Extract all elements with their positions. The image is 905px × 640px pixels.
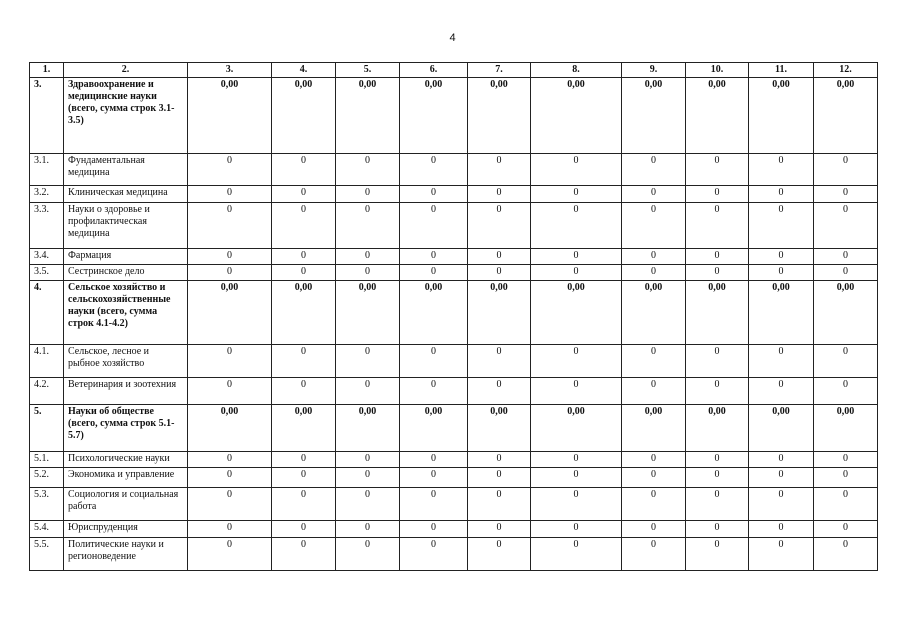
value-cell: 0: [468, 538, 531, 571]
row-code: 4.2.: [30, 378, 64, 405]
value-cell: 0: [272, 265, 336, 281]
value-cell: 0: [622, 265, 686, 281]
data-table: [29, 62, 878, 571]
table-row: [30, 538, 878, 571]
row-code: 3.3.: [30, 203, 64, 249]
value-cell: 0: [468, 186, 531, 203]
value-cell: 0: [622, 345, 686, 378]
value-cell: 0: [686, 154, 749, 186]
row-name: Юриспруденция: [64, 521, 188, 538]
value-cell: 0,00: [531, 78, 622, 154]
row-name: Сельское, лесное и рыбное хозяйство: [64, 345, 188, 378]
table-row: [30, 249, 878, 265]
value-cell: 0,00: [336, 78, 400, 154]
value-cell: 0,00: [336, 405, 400, 452]
column-header: 10.: [686, 63, 749, 78]
value-cell: 0: [336, 452, 400, 468]
row-name: Науки об обществе (всего, сумма строк 5.1-5.7): [64, 405, 188, 452]
row-name: Социология и социальная работа: [64, 488, 188, 521]
value-cell: 0,00: [468, 78, 531, 154]
value-cell: 0: [814, 452, 878, 468]
value-cell: 0: [468, 265, 531, 281]
value-cell: 0: [749, 203, 814, 249]
table-row: [30, 345, 878, 378]
column-header: 12.: [814, 63, 878, 78]
value-cell: 0: [531, 249, 622, 265]
value-cell: 0,00: [814, 405, 878, 452]
value-cell: 0: [531, 345, 622, 378]
value-cell: 0: [272, 538, 336, 571]
value-cell: 0: [188, 488, 272, 521]
value-cell: 0: [272, 345, 336, 378]
value-cell: 0: [468, 154, 531, 186]
value-cell: 0: [400, 265, 468, 281]
value-cell: 0: [531, 488, 622, 521]
value-cell: 0: [686, 488, 749, 521]
value-cell: 0: [686, 249, 749, 265]
value-cell: 0: [272, 154, 336, 186]
value-cell: 0: [531, 378, 622, 405]
value-cell: 0,00: [622, 281, 686, 345]
value-cell: 0: [336, 186, 400, 203]
value-cell: 0: [814, 249, 878, 265]
value-cell: 0: [468, 488, 531, 521]
value-cell: 0: [336, 468, 400, 488]
table-row: [30, 452, 878, 468]
value-cell: 0: [749, 265, 814, 281]
value-cell: 0: [272, 488, 336, 521]
value-cell: 0: [188, 345, 272, 378]
value-cell: 0: [686, 345, 749, 378]
page-number: 4: [449, 32, 456, 44]
value-cell: 0: [686, 538, 749, 571]
value-cell: 0,00: [686, 281, 749, 345]
value-cell: 0: [686, 468, 749, 488]
value-cell: 0: [622, 468, 686, 488]
value-cell: 0,00: [188, 405, 272, 452]
value-cell: 0: [622, 186, 686, 203]
column-header: 2.: [64, 63, 188, 78]
value-cell: 0,00: [531, 405, 622, 452]
table-row: [30, 186, 878, 203]
value-cell: 0: [749, 378, 814, 405]
row-code: 3.4.: [30, 249, 64, 265]
row-code: 3.5.: [30, 265, 64, 281]
value-cell: 0: [686, 521, 749, 538]
value-cell: 0: [400, 249, 468, 265]
value-cell: 0: [272, 186, 336, 203]
value-cell: 0: [188, 378, 272, 405]
value-cell: 0: [531, 521, 622, 538]
value-cell: 0,00: [622, 405, 686, 452]
value-cell: 0: [336, 249, 400, 265]
row-name: Экономика и управление: [64, 468, 188, 488]
value-cell: 0: [400, 378, 468, 405]
value-cell: 0: [468, 249, 531, 265]
row-name: Науки о здоровье и профилактическая медицина: [64, 203, 188, 249]
table-row: [30, 378, 878, 405]
value-cell: 0: [814, 186, 878, 203]
row-code: 3.1.: [30, 154, 64, 186]
value-cell: 0: [400, 186, 468, 203]
value-cell: 0,00: [400, 281, 468, 345]
value-cell: 0,00: [531, 281, 622, 345]
value-cell: 0: [622, 154, 686, 186]
row-code: 5.5.: [30, 538, 64, 571]
value-cell: 0: [188, 203, 272, 249]
value-cell: 0,00: [272, 405, 336, 452]
header-row: [30, 63, 878, 78]
value-cell: 0: [272, 203, 336, 249]
row-name: Сестринское дело: [64, 265, 188, 281]
value-cell: 0,00: [749, 78, 814, 154]
value-cell: 0: [272, 249, 336, 265]
value-cell: 0: [188, 521, 272, 538]
value-cell: 0,00: [272, 281, 336, 345]
value-cell: 0: [531, 538, 622, 571]
value-cell: 0: [686, 186, 749, 203]
value-cell: 0: [749, 249, 814, 265]
value-cell: 0: [468, 203, 531, 249]
value-cell: 0: [531, 154, 622, 186]
value-cell: 0: [749, 452, 814, 468]
value-cell: 0: [400, 538, 468, 571]
column-header: 8.: [531, 63, 622, 78]
value-cell: 0: [814, 521, 878, 538]
value-cell: 0,00: [814, 78, 878, 154]
value-cell: 0: [814, 265, 878, 281]
row-code: 5.4.: [30, 521, 64, 538]
value-cell: 0: [336, 378, 400, 405]
value-cell: 0: [686, 265, 749, 281]
table-row: [30, 521, 878, 538]
row-name: Сельское хозяйство и сельскохозяйственные науки (всего, сумма строк 4.1-4.2): [64, 281, 188, 345]
value-cell: 0: [686, 378, 749, 405]
table-row: [30, 78, 878, 154]
value-cell: 0: [188, 154, 272, 186]
value-cell: 0: [400, 203, 468, 249]
value-cell: 0,00: [749, 405, 814, 452]
value-cell: 0: [749, 468, 814, 488]
value-cell: 0: [686, 452, 749, 468]
value-cell: 0: [400, 468, 468, 488]
value-cell: 0: [336, 488, 400, 521]
value-cell: 0: [814, 345, 878, 378]
value-cell: 0: [272, 452, 336, 468]
value-cell: 0: [188, 186, 272, 203]
row-name: Психологические науки: [64, 452, 188, 468]
value-cell: 0: [188, 265, 272, 281]
table-body: [30, 78, 878, 571]
value-cell: 0,00: [686, 78, 749, 154]
value-cell: 0,00: [468, 281, 531, 345]
column-header: 1.: [30, 63, 64, 78]
row-name: Клиническая медицина: [64, 186, 188, 203]
value-cell: 0: [400, 154, 468, 186]
value-cell: 0: [188, 249, 272, 265]
value-cell: 0,00: [749, 281, 814, 345]
value-cell: 0,00: [272, 78, 336, 154]
value-cell: 0: [622, 378, 686, 405]
value-cell: 0: [272, 468, 336, 488]
value-cell: 0: [749, 345, 814, 378]
value-cell: 0: [622, 452, 686, 468]
value-cell: 0: [531, 468, 622, 488]
value-cell: 0: [400, 452, 468, 468]
value-cell: 0: [749, 488, 814, 521]
value-cell: 0: [468, 345, 531, 378]
row-code: 4.: [30, 281, 64, 345]
row-name: Фундаментальная медицина: [64, 154, 188, 186]
table-row: [30, 154, 878, 186]
value-cell: 0,00: [814, 281, 878, 345]
row-code: 5.: [30, 405, 64, 452]
value-cell: 0: [468, 468, 531, 488]
value-cell: 0: [336, 521, 400, 538]
value-cell: 0: [622, 249, 686, 265]
table-row: [30, 488, 878, 521]
value-cell: 0: [814, 203, 878, 249]
value-cell: 0: [531, 186, 622, 203]
row-code: 3.2.: [30, 186, 64, 203]
value-cell: 0: [188, 538, 272, 571]
value-cell: 0,00: [188, 78, 272, 154]
value-cell: 0: [400, 488, 468, 521]
row-code: 3.: [30, 78, 64, 154]
value-cell: 0: [188, 468, 272, 488]
row-code: 5.3.: [30, 488, 64, 521]
value-cell: 0: [814, 488, 878, 521]
column-header: 4.: [272, 63, 336, 78]
value-cell: 0: [749, 154, 814, 186]
value-cell: 0,00: [686, 405, 749, 452]
column-header: 9.: [622, 63, 686, 78]
value-cell: 0: [336, 154, 400, 186]
value-cell: 0: [814, 468, 878, 488]
value-cell: 0,00: [188, 281, 272, 345]
table-header: [30, 63, 878, 78]
row-name: Здравоохранение и медицинские науки (всего, сумма строк 3.1-3.5): [64, 78, 188, 154]
value-cell: 0,00: [400, 405, 468, 452]
value-cell: 0,00: [468, 405, 531, 452]
row-name: Ветеринария и зоотехния: [64, 378, 188, 405]
row-code: 5.2.: [30, 468, 64, 488]
row-code: 5.1.: [30, 452, 64, 468]
table-row: [30, 281, 878, 345]
value-cell: 0: [531, 203, 622, 249]
value-cell: 0: [468, 452, 531, 468]
table-row: [30, 405, 878, 452]
value-cell: 0: [531, 265, 622, 281]
table-row: [30, 203, 878, 249]
value-cell: 0: [749, 186, 814, 203]
value-cell: 0,00: [622, 78, 686, 154]
value-cell: 0: [400, 521, 468, 538]
value-cell: 0: [468, 521, 531, 538]
value-cell: 0: [272, 378, 336, 405]
value-cell: 0: [749, 538, 814, 571]
value-cell: 0: [686, 203, 749, 249]
value-cell: 0: [814, 538, 878, 571]
table-row: [30, 468, 878, 488]
value-cell: 0: [336, 203, 400, 249]
value-cell: 0: [400, 345, 468, 378]
value-cell: 0: [336, 345, 400, 378]
row-name: Фармация: [64, 249, 188, 265]
value-cell: 0: [188, 452, 272, 468]
value-cell: 0: [336, 265, 400, 281]
value-cell: 0: [622, 538, 686, 571]
column-header: 7.: [468, 63, 531, 78]
value-cell: 0: [622, 488, 686, 521]
value-cell: 0: [622, 203, 686, 249]
value-cell: 0: [272, 521, 336, 538]
value-cell: 0: [622, 521, 686, 538]
table-row: [30, 265, 878, 281]
column-header: 3.: [188, 63, 272, 78]
value-cell: 0: [814, 154, 878, 186]
value-cell: 0: [468, 378, 531, 405]
value-cell: 0,00: [400, 78, 468, 154]
value-cell: 0: [814, 378, 878, 405]
value-cell: 0: [336, 538, 400, 571]
value-cell: 0,00: [336, 281, 400, 345]
value-cell: 0: [749, 521, 814, 538]
row-name: Политические науки и регионоведение: [64, 538, 188, 571]
column-header: 11.: [749, 63, 814, 78]
column-header: 6.: [400, 63, 468, 78]
row-code: 4.1.: [30, 345, 64, 378]
value-cell: 0: [531, 452, 622, 468]
column-header: 5.: [336, 63, 400, 78]
